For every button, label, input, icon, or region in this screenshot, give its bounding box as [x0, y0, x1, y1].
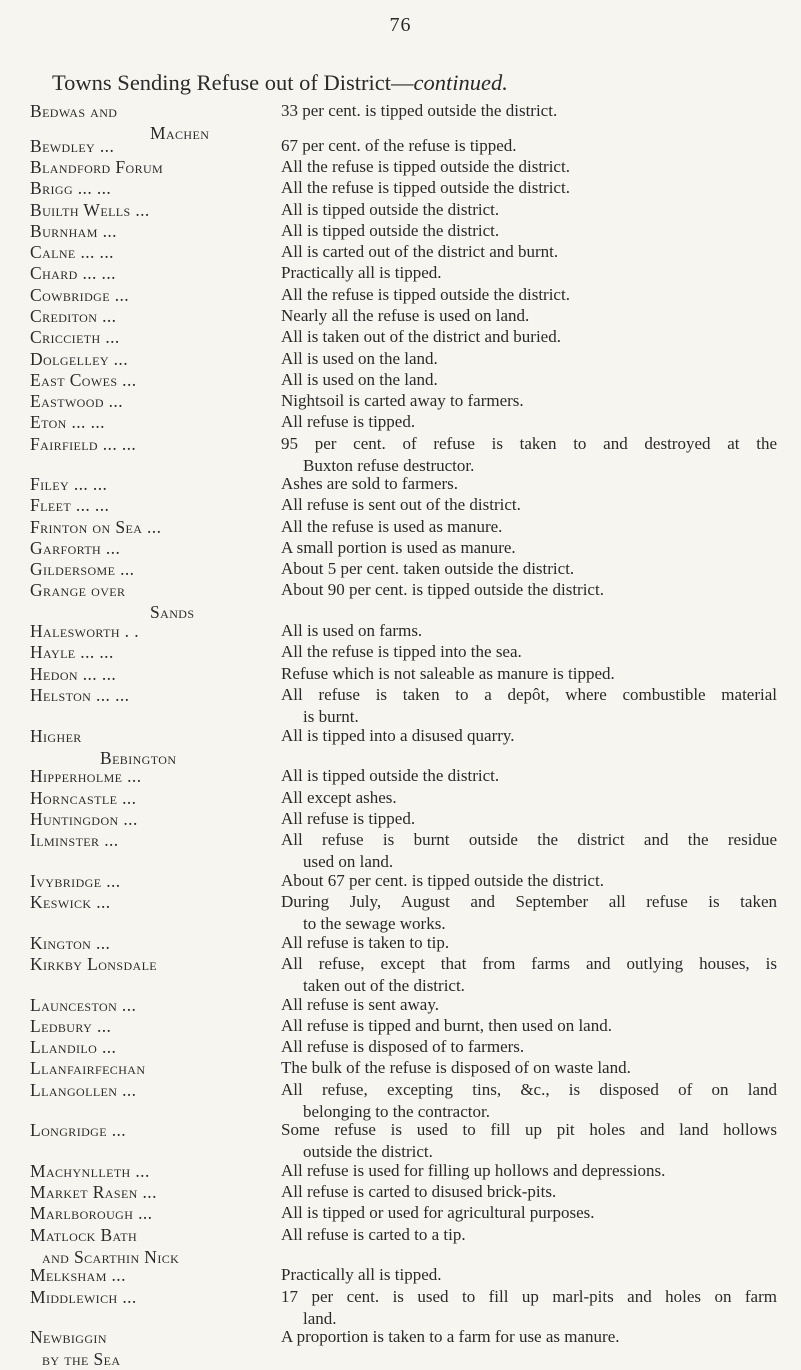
disposal-description [281, 348, 777, 370]
town-name [30, 494, 270, 516]
town-name [30, 241, 270, 263]
town-name [30, 1224, 270, 1268]
disposal-description [281, 494, 777, 516]
description-line: to the sewage works. [303, 914, 446, 933]
town-name-line: Halesworth . . [30, 621, 140, 641]
town-name-line: Melksham ... [30, 1265, 126, 1285]
town-name-line: Garforth ... [30, 538, 121, 558]
town-name [30, 1119, 270, 1141]
town-name-line: Middlewich ... [30, 1287, 137, 1307]
disposal-description [281, 891, 777, 935]
town-name-line: East Cowes ... [30, 370, 137, 390]
disposal-description [281, 1286, 777, 1330]
town-name [30, 1202, 270, 1224]
description-line: All refuse is carted to a tip. [281, 1225, 466, 1244]
description-line: All is used on farms. [281, 621, 423, 640]
description-line: All is used on the land. [281, 370, 438, 389]
description-line: Nearly all the refuse is used on land. [281, 306, 530, 325]
description-line: Ashes are sold to farmers. [281, 474, 459, 493]
town-name [30, 1286, 270, 1308]
disposal-description [281, 284, 777, 306]
description-line: 17 per cent. is used to fill up marl-pits and holes on farm [281, 1287, 777, 1306]
town-name [30, 994, 270, 1016]
town-name-line: Bewdley ... [30, 136, 115, 156]
disposal-description [281, 994, 777, 1016]
description-line: belonging to the contractor. [303, 1102, 490, 1121]
disposal-description [281, 684, 777, 728]
town-name [30, 787, 270, 809]
disposal-description [281, 558, 777, 580]
town-name [30, 305, 270, 327]
description-line: All refuse is tipped and burnt, then used on land. [281, 1016, 612, 1035]
town-name [30, 411, 270, 433]
description-line: All refuse is burnt outside the district and the residue [281, 830, 777, 849]
description-line: All the refuse is used as manure. [281, 517, 503, 536]
description-line: All refuse is sent away. [281, 995, 439, 1014]
town-name-line: Sands [150, 602, 195, 622]
description-line: land. [303, 1309, 337, 1328]
description-line: During July, August and September all refuse is taken [281, 892, 777, 911]
town-name [30, 135, 270, 157]
town-name [30, 199, 270, 221]
town-name [30, 284, 270, 306]
town-name-line: Bedwas and [30, 101, 118, 121]
disposal-description [281, 725, 777, 747]
description-line: taken out of the district. [303, 976, 465, 995]
description-line: All refuse is taken to a depôt, where combustible material [281, 685, 777, 704]
description-line: All refuse is carted to disused brick-pits. [281, 1182, 557, 1201]
disposal-description [281, 1057, 777, 1079]
disposal-description [281, 1036, 777, 1058]
town-name [30, 1181, 270, 1203]
disposal-description [281, 620, 777, 642]
disposal-description [281, 765, 777, 787]
disposal-description [281, 663, 777, 685]
town-name-line: Horncastle ... [30, 788, 137, 808]
disposal-description [281, 305, 777, 327]
disposal-description [281, 1160, 777, 1182]
town-name-line: Gildersome ... [30, 559, 135, 579]
town-name [30, 369, 270, 391]
description-line: used on land. [303, 852, 394, 871]
town-name [30, 516, 270, 538]
disposal-description [281, 473, 777, 495]
description-line: About 90 per cent. is tipped outside the district. [281, 580, 604, 599]
description-line: 33 per cent. is tipped outside the district. [281, 101, 558, 120]
description-line: A proportion is taken to a farm for use as manure. [281, 1327, 620, 1346]
town-name-line: Fairfield ... ... [30, 434, 137, 454]
disposal-description [281, 808, 777, 830]
description-line: All refuse is disposed of to farmers. [281, 1037, 525, 1056]
disposal-description [281, 1202, 777, 1224]
town-name [30, 220, 270, 242]
town-name-line: Keswick ... [30, 892, 111, 912]
town-name-line: Crediton ... [30, 306, 117, 326]
town-name [30, 390, 270, 412]
description-line: Nightsoil is carted away to farmers. [281, 391, 524, 410]
town-name-line: Cowbridge ... [30, 285, 130, 305]
town-name [30, 641, 270, 663]
town-name-line: Builth Wells ... [30, 200, 150, 220]
town-name [30, 1160, 270, 1182]
description-line: 95 per cent. of refuse is taken to and destroyed at the [281, 434, 777, 453]
disposal-description [281, 1079, 777, 1123]
description-line: All refuse is sent out of the district. [281, 495, 521, 514]
town-name-line: by the Sea [42, 1349, 121, 1369]
town-name-line: Ilminster ... [30, 830, 119, 850]
town-name-line: Blandford Forum [30, 157, 164, 177]
town-name-line: Fleet ... ... [30, 495, 110, 515]
town-name-line: Kington ... [30, 933, 111, 953]
town-name-line: Llandilo ... [30, 1037, 117, 1057]
town-name-line: Newbiggin [30, 1327, 107, 1347]
town-name [30, 808, 270, 830]
description-line: Refuse which is not saleable as manure is tipped. [281, 664, 615, 683]
town-name [30, 177, 270, 199]
town-name-line: Criccieth ... [30, 327, 120, 347]
town-name [30, 1057, 270, 1079]
disposal-description [281, 177, 777, 199]
description-line: All refuse is tipped. [281, 809, 416, 828]
town-name-line: Llanfairfechan [30, 1058, 146, 1078]
heading-main: Towns Sending Refuse out of District— [52, 70, 414, 95]
town-name-line: Hipperholme ... [30, 766, 142, 786]
disposal-description [281, 787, 777, 809]
description-line: All is used on the land. [281, 349, 438, 368]
town-name [30, 725, 270, 769]
town-name-line: Launceston ... [30, 995, 137, 1015]
town-name-line: Market Rasen ... [30, 1182, 157, 1202]
description-line: All is tipped into a disused quarry. [281, 726, 515, 745]
town-name [30, 1036, 270, 1058]
description-line: All the refuse is tipped outside the district. [281, 157, 570, 176]
disposal-description [281, 156, 777, 178]
disposal-description [281, 199, 777, 221]
disposal-description [281, 433, 777, 477]
town-name [30, 829, 270, 851]
town-name [30, 537, 270, 559]
description-line: About 5 per cent. taken outside the district. [281, 559, 575, 578]
town-name [30, 870, 270, 892]
town-name-line: Machynlleth ... [30, 1161, 150, 1181]
page-heading [52, 70, 508, 96]
description-line: All is carted out of the district and burnt. [281, 242, 559, 261]
description-line: The bulk of the refuse is disposed of on waste land. [281, 1058, 631, 1077]
description-line: All is tipped outside the district. [281, 766, 500, 785]
town-name [30, 684, 270, 706]
town-name-line: Machen [150, 123, 210, 143]
disposal-description [281, 1015, 777, 1037]
description-line: All refuse is tipped. [281, 412, 416, 431]
town-name [30, 156, 270, 178]
town-name-line: Burnham ... [30, 221, 117, 241]
description-line: All is tipped outside the district. [281, 200, 500, 219]
disposal-description [281, 262, 777, 284]
description-line: is burnt. [303, 707, 359, 726]
town-name-line: Chard ... ... [30, 263, 116, 283]
town-name-line: Helston ... ... [30, 685, 130, 705]
town-name [30, 953, 270, 975]
town-name-line: Eton ... ... [30, 412, 105, 432]
description-line: All except ashes. [281, 788, 397, 807]
town-name-line: Marlborough ... [30, 1203, 153, 1223]
town-name-line: Higher [30, 726, 82, 746]
description-line: All is tipped or used for agricultural purposes. [281, 1203, 595, 1222]
town-name [30, 579, 270, 623]
description-line: outside the district. [303, 1142, 433, 1161]
disposal-description [281, 220, 777, 242]
description-line: All refuse is taken to tip. [281, 933, 450, 952]
town-name [30, 326, 270, 348]
disposal-description [281, 135, 777, 157]
description-line: All the refuse is tipped into the sea. [281, 642, 522, 661]
town-name [30, 1015, 270, 1037]
town-name-line: Hedon ... ... [30, 664, 117, 684]
disposal-description [281, 1326, 777, 1348]
town-name [30, 262, 270, 284]
town-name-line: Brigg ... ... [30, 178, 112, 198]
town-name [30, 765, 270, 787]
description-line: About 67 per cent. is tipped outside the district. [281, 871, 604, 890]
description-line: All refuse, except that from farms and outlying houses, is [281, 954, 777, 973]
description-line: All the refuse is tipped outside the district. [281, 178, 570, 197]
disposal-description [281, 1119, 777, 1163]
description-line: All refuse is used for filling up hollows and depressions. [281, 1161, 666, 1180]
description-line: All is taken out of the district and buried. [281, 327, 561, 346]
town-name-line: Frinton on Sea ... [30, 517, 162, 537]
disposal-description [281, 641, 777, 663]
description-line: All refuse, excepting tins, &c., is disposed of on land [281, 1080, 777, 1099]
description-line: A small portion is used as manure. [281, 538, 516, 557]
disposal-description [281, 537, 777, 559]
disposal-description [281, 241, 777, 263]
disposal-description [281, 516, 777, 538]
disposal-description [281, 1181, 777, 1203]
disposal-description [281, 369, 777, 391]
disposal-description [281, 932, 777, 954]
town-name-line: Llangollen ... [30, 1080, 137, 1100]
town-name-line: Calne ... ... [30, 242, 114, 262]
town-name [30, 558, 270, 580]
description-line: Practically all is tipped. [281, 1265, 442, 1284]
town-name [30, 663, 270, 685]
town-name [30, 473, 270, 495]
description-line: Buxton refuse destructor. [303, 456, 475, 475]
town-name [30, 620, 270, 642]
town-name-line: and Scarthin Nick [42, 1247, 180, 1267]
town-name-line: Huntingdon ... [30, 809, 138, 829]
town-name-line: Longridge ... [30, 1120, 127, 1140]
disposal-description [281, 870, 777, 892]
disposal-description [281, 829, 777, 873]
town-name [30, 433, 270, 455]
town-name-line: Matlock Bath [30, 1225, 138, 1245]
town-name-line: Eastwood ... [30, 391, 123, 411]
description-line: Practically all is tipped. [281, 263, 442, 282]
town-name [30, 1326, 270, 1370]
page-number: 76 [389, 14, 412, 36]
town-name [30, 891, 270, 913]
town-name-line: Kirkby Lonsdale [30, 954, 158, 974]
description-line: 67 per cent. of the refuse is tipped. [281, 136, 517, 155]
description-line: Some refuse is used to fill up pit holes and land hollows [281, 1120, 777, 1139]
heading-continued: continued. [413, 70, 508, 95]
disposal-description [281, 953, 777, 997]
town-name-line: Grange over [30, 580, 126, 600]
town-name-line: Bebington [100, 748, 177, 768]
town-name [30, 1079, 270, 1101]
town-name-line: Hayle ... ... [30, 642, 114, 662]
description-line: All is tipped outside the district. [281, 221, 500, 240]
town-name [30, 932, 270, 954]
disposal-description [281, 1224, 777, 1246]
disposal-description [281, 390, 777, 412]
disposal-description [281, 579, 777, 601]
town-name-line: Ivybridge ... [30, 871, 121, 891]
disposal-description [281, 100, 777, 122]
town-name-line: Dolgelley ... [30, 349, 128, 369]
description-line: All the refuse is tipped outside the district. [281, 285, 570, 304]
disposal-description [281, 326, 777, 348]
town-name-line: Filey ... ... [30, 474, 108, 494]
town-name [30, 348, 270, 370]
town-name-line: Ledbury ... [30, 1016, 112, 1036]
disposal-description [281, 411, 777, 433]
disposal-description [281, 1264, 777, 1286]
town-name [30, 1264, 270, 1286]
